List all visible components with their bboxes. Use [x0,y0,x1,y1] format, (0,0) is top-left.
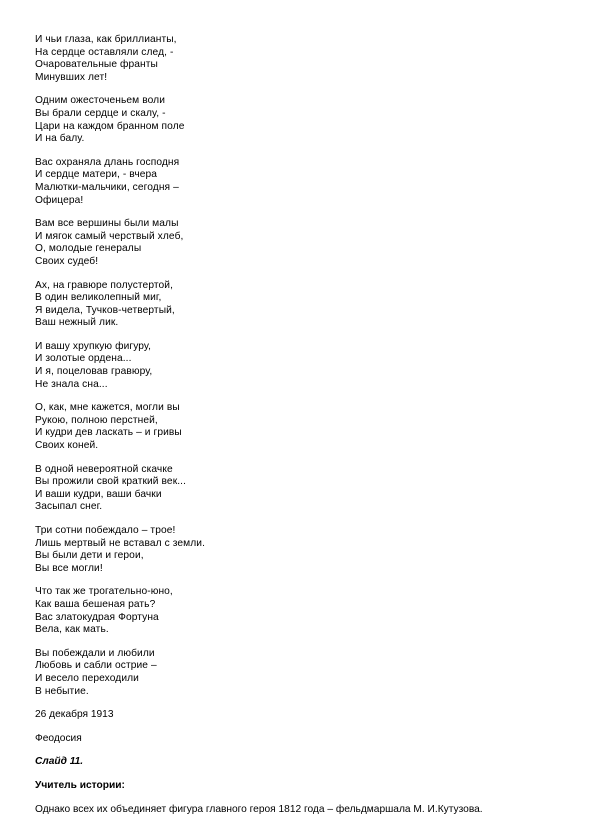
poem-line: В один великолепный миг, [35,292,162,304]
poem-line: О, молодые генералы [35,243,142,255]
slide-heading: Слайд 11. [35,756,84,768]
poem-line: Ах, на гравюре полустертой, [35,279,174,291]
stanza-4 [35,218,595,268]
stanza-3 [35,157,595,207]
closing-paragraph: Однако всех их объединяет фигура главного героя 1812 года – фельдмаршала М. И.Кутузова. [35,803,483,815]
poem-line: И ваши кудри, ваши бачки [35,488,162,500]
stanza-9 [35,525,595,575]
poem-line: Вы брали сердце и скалу, - [35,107,166,119]
poem-date: 26 декабря 1913 [35,709,114,721]
poem-line: Малютки-мальчики, сегодня – [35,181,179,193]
poem-line: Минувших лет! [35,71,108,83]
poem-line: Одним ожесточеньем воли [35,95,165,107]
poem-line: Вела, как мать. [35,624,109,636]
poem-line: Своих коней. [35,440,99,452]
poem-line: И кудри дев ласкать – и гривы [35,427,182,439]
stanza-5 [35,280,595,330]
poem-line: Цари на каждом бранном поле [35,120,185,132]
poem-line: Рукою, полною перстней, [35,414,158,426]
poem-line: И сердце матери, - вчера [35,169,158,181]
poem-line: И вашу хрупкую фигуру, [35,340,152,352]
poem-line: Вас охраняла длань господня [35,156,180,168]
stanza-2 [35,95,595,145]
speaker-heading: Учитель истории: [35,779,125,791]
poem-line: Я видела, Тучков-четвертый, [35,304,175,316]
poem-line: Вас златокудрая Фортуна [35,611,159,623]
poem-line: И весело переходили [35,672,139,684]
poem-line: Вы побеждали и любили [35,647,155,659]
poem-line: Как ваша бешеная рать? [35,598,156,610]
stanza-11 [35,648,595,698]
poem-line: Вы все могли! [35,562,103,574]
poem-line: Вам все вершины были малы [35,218,179,230]
poem-line: И чьи глаза, как бриллианты, [35,34,177,45]
poem-line: Своих судеб! [35,255,99,267]
poem-line: О, как, мне кажется, могли вы [35,402,180,414]
poem-line: Ваш нежный лик. [35,317,119,329]
poem-line: Вы были дети и герои, [35,550,144,562]
poem-line: Любовь и сабли острие – [35,660,157,672]
stanza-8 [35,464,595,514]
poem-line: В одной невероятной скачке [35,463,173,475]
poem-line: Не знала сна... [35,378,108,390]
poem-line: Лишь мертвый не вставал с земли. [35,537,206,549]
poem-line: Вы прожили свой краткий век... [35,476,187,488]
poem-line: Что так же трогательно-юно, [35,586,173,598]
poem-place: Феодосия [35,732,82,744]
poem-line: И на балу. [35,133,85,145]
poem-line: На сердце оставляли след, - [35,46,174,58]
poem-line: В небытие. [35,685,89,697]
stanza-6 [35,341,595,391]
stanza-10 [35,586,595,636]
poem-line: И золотые ордена... [35,353,132,365]
stanza-1 [35,34,595,84]
poem-line: Три сотни побеждало – трое! [35,525,176,536]
poem-line: Засыпал снег. [35,501,103,513]
poem-line: И мягок самый черствый хлеб, [35,230,184,242]
poem-line: Офицера! [35,194,84,206]
stanza-7 [35,402,595,452]
document-page [35,34,595,827]
poem-line: И я, поцеловав гравюру, [35,366,153,378]
poem-line: Очаровательные франты [35,59,158,71]
